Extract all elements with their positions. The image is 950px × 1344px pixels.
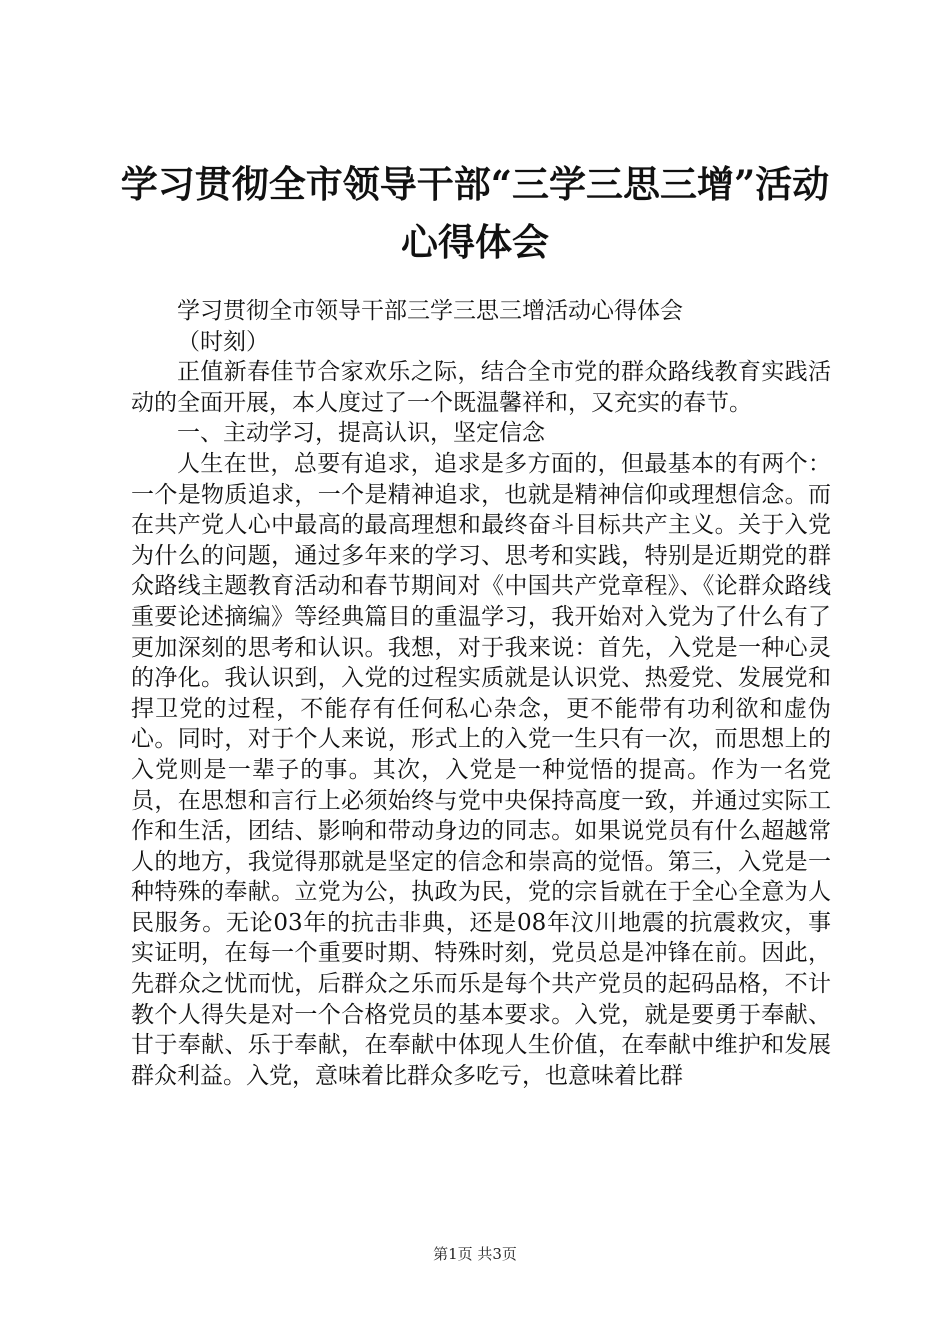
document-subtitle: 学习贯彻全市领导干部三学三思三增活动心得体会 [177,298,683,324]
page-footer: 第1页 共3页 [433,1245,517,1263]
document-body [131,296,831,1091]
paragraph: 正值新春佳节合家欢乐之际，结合全市党的群众路线教育实践活动的全面开展，本人度过了一个既温馨祥和，又充实的春节。 [131,359,831,416]
document-note: （时刻） [177,328,269,355]
document-title-line2: 心得体会 [401,220,549,264]
document-title-line1: 学习贯彻全市领导干部“三学三思三增”活动 [120,162,830,206]
paragraph: 人生在世，总要有追求，追求是多方面的，但最基本的有两个：一个是物质追求，一个是精神追求，也就是精神信仰或理想信念。而在共产党人心中最高的最高理想和最终奋斗目标共产主义。关于入党为什么的问题，通过多年来的学习、思考和实践，特别是近期党的群众路线主题教育活动和春节期间对《中国共产党章程》、《论群众路线重要论述摘编》等经典篇目的重温学习，我开始对入党为了什么有了更加深刻的思考和认识。我想，对于我来说：首先，入党是一种心灵的净化。我认识到，入党的过程实质就是认识党、热爱党、发展党和捍卫党的过程，不能存有任何私心杂念，更不能带有功利欲和虚伪心。同时，对于个人来说，形式上的入党一生只有一次，而思想上的入党则是一辈子的事。其次，入党是一种觉悟的提高。作为一名党员，在思想和言行上必须始终与党中央保持高度一致，并通过实际工作和生活，团结、影响和带动身边的同志。如果说党员有什么超越常人的地方，我觉得那就是坚定的信念和崇高的觉悟。第三，入党是一种特殊的奉献。立党为公，执政为民，党的宗旨就在于全心全意为人民服务。无论03年的抗击非典，还是08年汶川地震的抗震救灾，事实证明，在每一个重要时期、特殊时刻，党员总是冲锋在前。因此，先群众之忧而忧，后群众之乐而乐是每个共产党员的起码品格，不计教个人得失是对一个合格党员的基本要求。入党，就是要勇于奉献、甘于奉献、乐于奉献，在奉献中体现人生价值，在奉献中维护和发展群众利益。入党，意味着比群众多吃亏，也意味着比群 [131,450,831,1089]
section-heading: 一、主动学习，提高认识，坚定信念 [177,420,545,447]
